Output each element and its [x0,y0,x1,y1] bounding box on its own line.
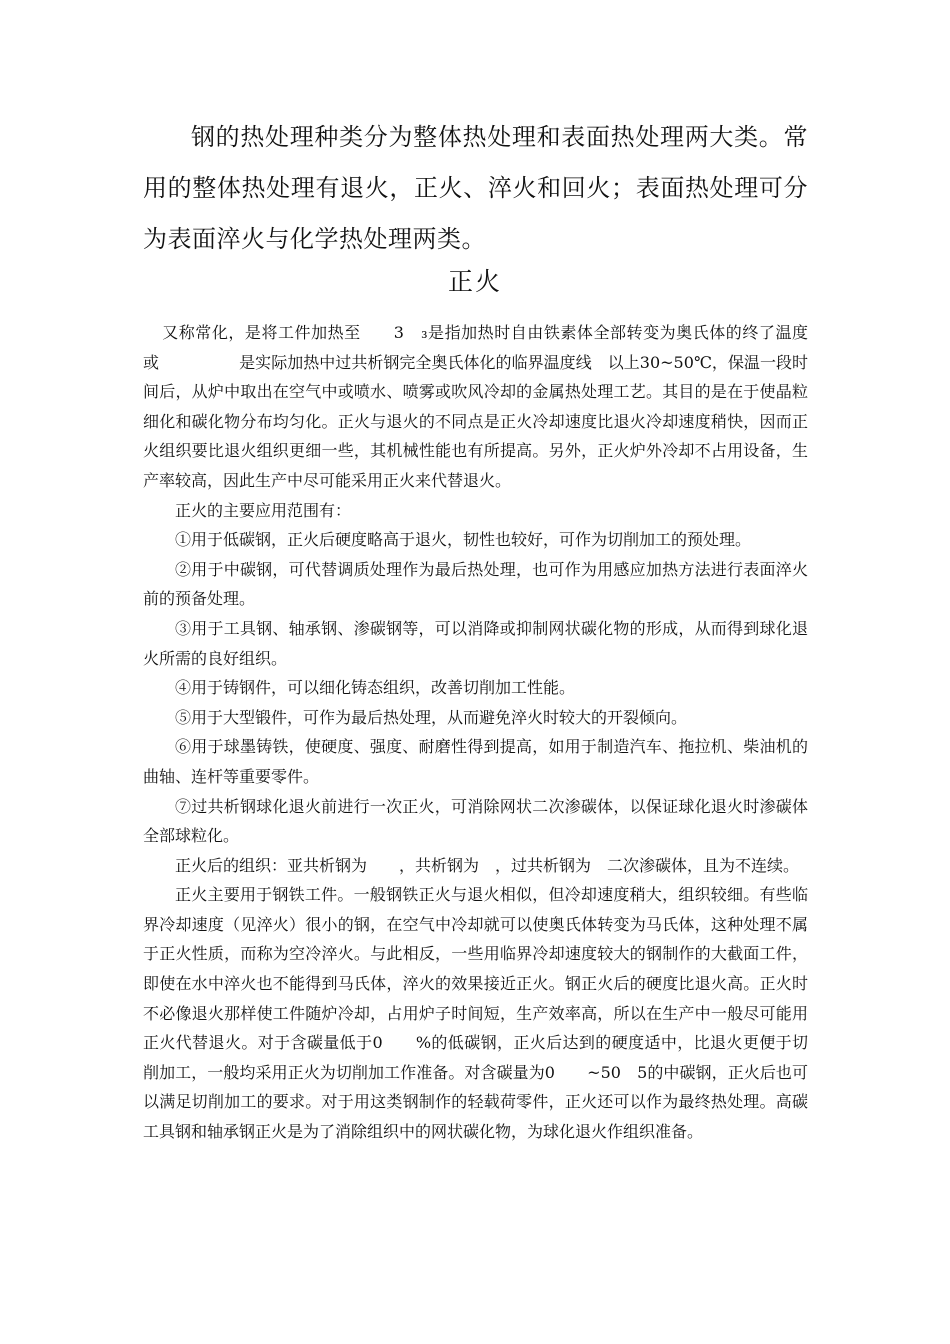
list-item-application-5: ⑤用于大型锻件，可作为最后热处理，从而避免淬火时较大的开裂倾向。 [175,707,688,727]
list-item-application-4: ④用于铸钢件，可以细化铸态组织，改善切削加工性能。 [175,678,576,698]
document-body [143,318,825,1147]
list-item-application-6: ⑥用于球墨铸铁，使硬度、强度、耐磨性得到提高，如用于制造汽车、拖拉机、柴油机的曲轴、连杆等重要零件。 [143,737,808,786]
intro-paragraph: 钢的热处理种类分为整体热处理和表面热处理两大类。常用的整体热处理有退火，正火、淬火和回火；表面热处理可分为表面淬火与化学热处理两类。 [143,123,808,253]
paragraph-usage: 正火主要用于钢铁工件。一般钢铁正火与退火相似，但冷却速度稍大，组织较细。有些临界冷却速度（见淬火）很小的钢，在空气中冷却就可以使奥氏体转变为马氏体，这种处理不属于正火性质，而称为空冷淬火。与此相反，一些用临界冷却速度较大的钢制作的大截面工件，即使在水中淬火也不能得到马氏体，淬火的效果接近正火。钢正火后的硬度比退火高。正火时不必像退火那样使工件随炉冷却，占用炉子时间短，生产效率高，所以在生产中一般尽可能用正火代替退火。对于含碳量低于0 %的低碳钢，正火后达到的硬度适中，比退火更便于切削加工，一般均采用正火为切削加工作准备。对含碳量为0 ~50 5的中碳钢，正火后也可以满足切削加工的要求。对于用这类钢制作的轻载荷零件，正火还可以作为最终热处理。高碳工具钢和轴承钢正火是为了消除组织中的网状碳化物，为球化退火作组织准备。 [143,885,808,1142]
section-title: 正火 [447,267,502,296]
list-item-application-1: ①用于低碳钢，正火后硬度略高于退火，韧性也较好，可作为切削加工的预处理。 [175,530,752,550]
paragraph-microstructure: 正火后的组织：亚共析钢为 ，共析钢为 ，过共析钢为 二次渗碳体，且为不连续。 [175,855,800,875]
paragraph-definition: 又称常化，是将工件加热至 3 ₃是指加热时自由铁素体全部转变为奥氏体的终了温度 或 是实际加热中过共析钢完全奥氏体化的临界温度线 以上30~50℃，保温一段时间后，从炉中取出在空气中或喷水、喷雾或吹风冷却的金属热处理工艺。其目的是在于使晶粒细化和碳化物分布均匀化。正火与退火的不同点是正火冷却速度比退火冷却速度稍快，因而正火组织要比退火组织更细一些，其机械性能也有所提高。另外，正火炉外冷却不占用设备，生产率较高，因此生产中尽可能采用正火来代替退火。 [143,323,825,490]
list-item-application-3: ③用于工具钢、轴承钢、渗碳钢等，可以消降或抑制网状碳化物的形成，从而得到球化退火所需的良好组织。 [143,618,808,668]
list-item-application-7: ⑦过共析钢球化退火前进行一次正火，可消除网状二次渗碳体，以保证球化退火时渗碳体全部球粒化。 [143,796,808,846]
list-item-application-2: ②用于中碳钢，可代替调质处理作为最后热处理，也可作为用感应加热方法进行表面淬火前的预备处理。 [143,559,808,609]
paragraph-applications-heading: 正火的主要应用范围有： [175,500,352,520]
